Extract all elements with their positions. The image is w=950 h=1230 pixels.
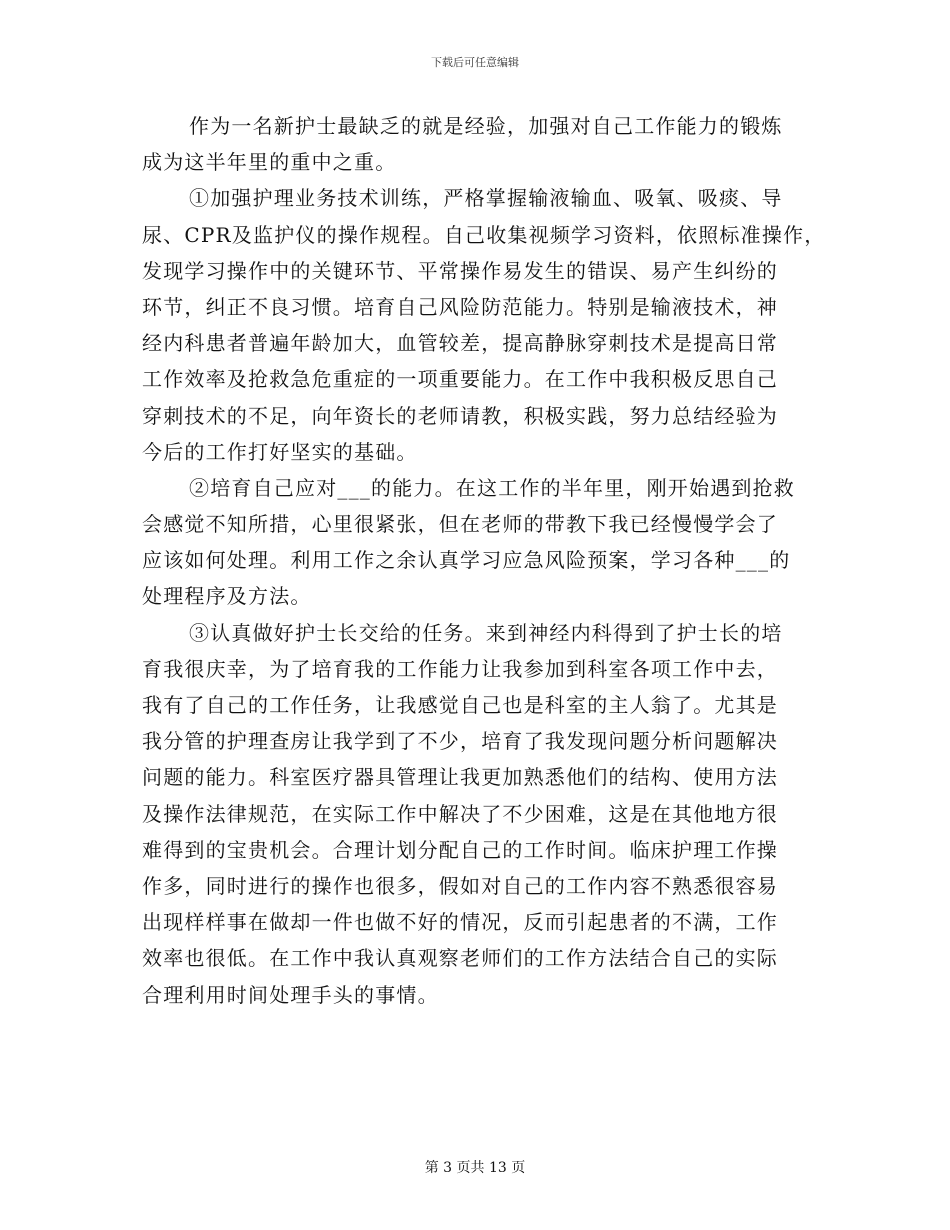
text-line: 效率也很低。在工作中我认真观察老师们的工作方法结合自己的实际	[142, 946, 778, 971]
text-line: 环节，纠正不良习惯。培育自己风险防范能力。特别是输液技术，神	[142, 294, 778, 319]
text-line: 我有了自己的工作任务，让我感觉自己也是科室的主人翁了。尤其是	[142, 693, 778, 717]
text-line: 我分管的护理查房让我学到了不少，培育了我发现问题分析问题解决	[142, 729, 778, 754]
text-line: 处理程序及方法。	[142, 584, 312, 609]
text-line: 经内科患者普遍年龄加大，血管较差，提高静脉穿刺技术是提高日常	[142, 331, 778, 356]
text-line: 会感觉不知所措，心里很紧张，但在老师的带教下我已经慢慢学会了	[142, 512, 778, 537]
text-line: 应该如何处理。利用工作之余认真学习应急风险预案，学习各种___的	[142, 548, 791, 573]
text-line: ③认真做好护士长交给的任务。来到神经内科得到了护士长的培	[189, 620, 783, 645]
text-line: 成为这半年里的重中之重。	[142, 150, 397, 175]
text-line: 及操作法律规范，在实际工作中解决了不少困难，这是在其他地方很	[142, 801, 778, 826]
page-header: 下载后可任意编辑	[431, 56, 519, 69]
text-line: 育我很庆幸，为了培育我的工作能力让我参加到科室各项工作中去，	[142, 656, 778, 681]
text-line: 今后的工作打好坚实的基础。	[142, 439, 418, 464]
page-number: 第 3 页共 13 页	[424, 1160, 526, 1176]
text-line: 工作效率及抢救急危重症的一项重要能力。在工作中我积极反思自己	[142, 367, 778, 392]
text-line: ②培育自己应对___的能力。在这工作的半年里，刚开始遇到抢救	[189, 475, 795, 500]
text-line: 尿、CPR及监护仪的操作规程。自己收集视频学习资料，依照标准操作，	[142, 222, 826, 247]
text-line: 穿刺技术的不足，向年资长的老师请教，积极实践，努力总结经验为	[142, 403, 778, 428]
text-line: 合理利用时间处理手头的事情。	[142, 982, 439, 1007]
text-line: 出现样样事在做却一件也做不好的情况，反而引起患者的不满，工作	[142, 910, 778, 935]
document-body	[142, 108, 826, 1013]
text-line: 发现学习操作中的关键环节、平常操作易发生的错误、易产生纠纷的	[142, 258, 778, 283]
text-line: 问题的能力。科室医疗器具管理让我更加熟悉他们的结构、使用方法	[142, 765, 778, 790]
text-line: 作多，同时进行的操作也很多，假如对自己的工作内容不熟悉很容易	[142, 873, 778, 898]
text-line: ①加强护理业务技术训练，严格掌握输液输血、吸氧、吸痰、导	[189, 186, 783, 211]
text-line: 难得到的宝贵机会。合理计划分配自己的工作时间。临床护理工作操	[142, 837, 778, 862]
text-line: 作为一名新护士最缺乏的就是经验，加强对自己工作能力的锻炼	[189, 114, 783, 138]
